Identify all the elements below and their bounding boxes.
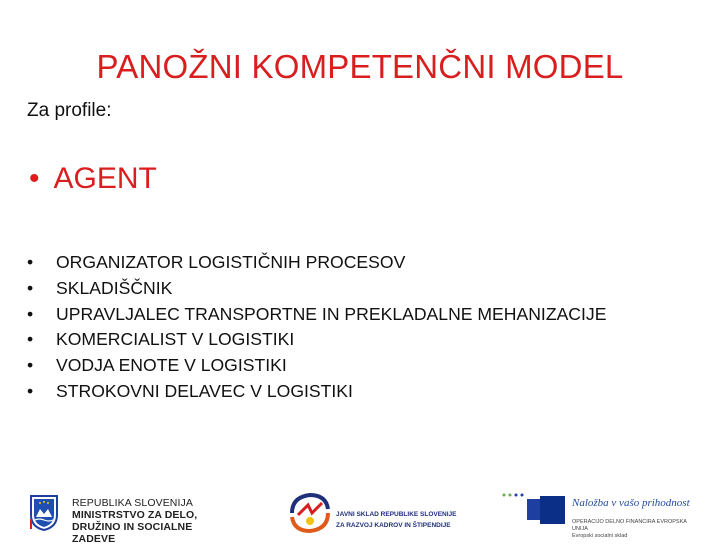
slovenia-crest-icon [30,495,58,531]
slide-title: PANOŽNI KOMPETENČNI MODEL [96,48,624,85]
slide-subtitle: Za profile: [27,100,112,121]
list-item-label: VODJA ENOTE V LOGISTIKI [56,355,287,376]
list-item [27,379,606,405]
list-item [27,250,606,276]
list-item-label: KOMERCIALIST V LOGISTIKI [56,329,295,350]
list-item-label: SKLADIŠČNIK [56,277,173,298]
list-item [27,353,606,379]
bullet-icon: • [27,329,34,350]
eu-slogan: Naložba v vašo prihodnost [572,497,690,509]
footer-logos [0,485,720,545]
bullet-icon: • [29,162,40,195]
fund-line-2: ZA RAZVOJ KADROV IN ŠTIPENDIJE [336,522,451,529]
profile-list [27,250,606,405]
ministry-line-2: MINISTRSTVO ZA DELO, [72,509,198,521]
fund-line-1: JAVNI SKLAD REPUBLIKE SLOVENIJE [336,511,457,518]
list-item [27,327,606,353]
ministry-logo [30,493,230,545]
bullet-icon: • [27,303,34,324]
list-item-label: UPRAVLJALEC TRANSPORTNE IN PREKLADALNE MEHANIZACIJE [56,303,607,324]
bullet-icon: • [27,277,34,298]
main-profile-label: AGENT [53,162,157,195]
ministry-line-3: DRUŽINO IN SOCIALNE ZADEVE [72,521,193,545]
list-item [27,302,606,328]
list-item-label: STROKOVNI DELAVEC V LOGISTIKI [56,380,353,401]
bullet-icon: • [27,355,34,376]
eu-line-3: Evropski socialni sklad [572,533,628,539]
list-item [27,276,606,302]
eu-logo [500,489,695,539]
list-item-label: ORGANIZATOR LOGISTIČNIH PROCESOV [56,252,406,272]
fund-logo [288,491,463,537]
bullet-icon: • [27,380,34,401]
ministry-line-1: REPUBLIKA SLOVENIJA [72,497,193,509]
eu-line-2: OPERACIJO DELNO FINANCIRA EVROPSKA UNIJA [572,519,687,532]
fund-swirl-icon [288,491,332,535]
bullet-icon: • [27,252,34,272]
main-profile [29,162,157,196]
eu-band-icon [540,496,565,524]
